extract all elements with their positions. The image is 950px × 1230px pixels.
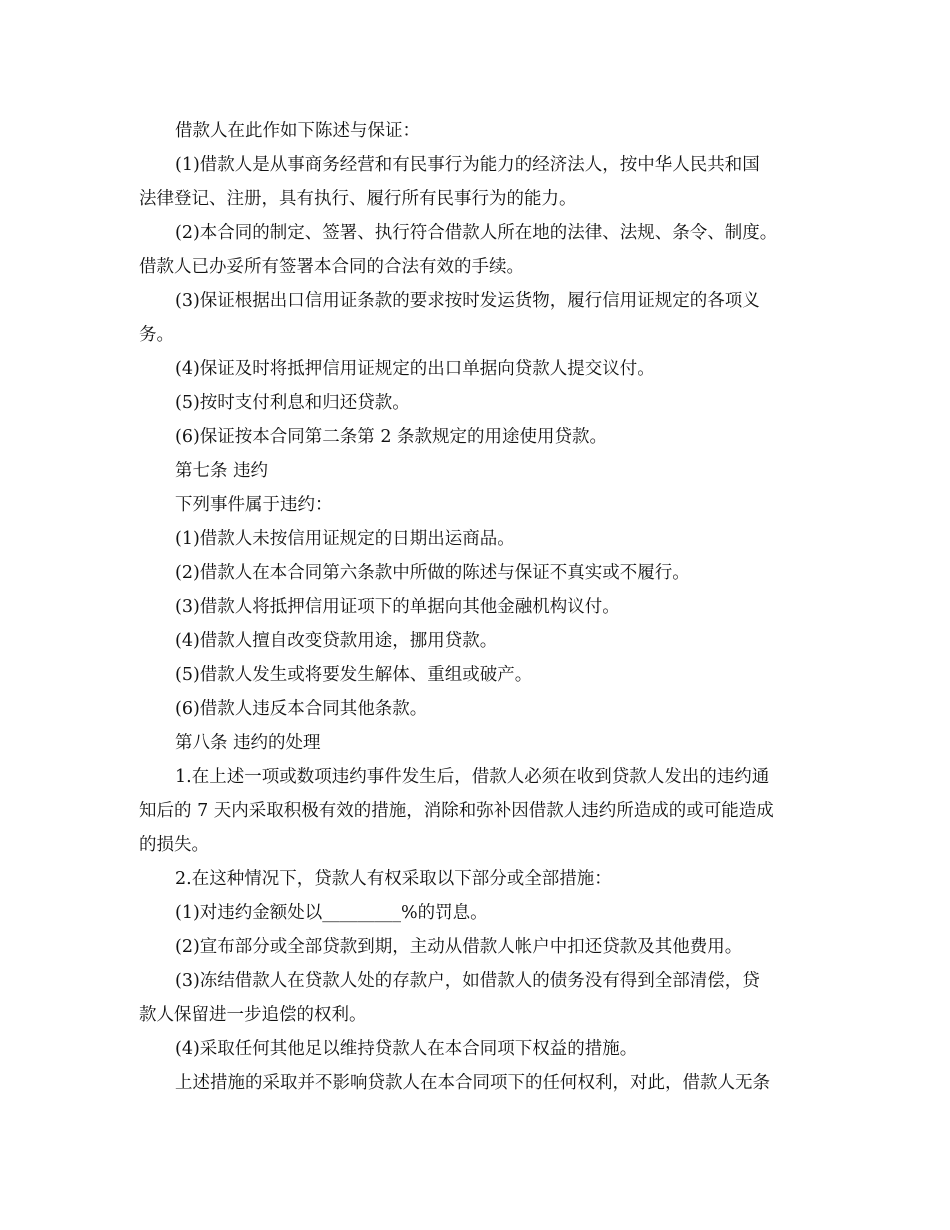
text-line: 法律登记、注册，具有执行、履行所有民事行为的能力。 <box>139 189 577 209</box>
text-line: 下列事件属于违约： <box>175 495 333 515</box>
text-line: 上述措施的采取并不影响贷款人在本合同项下的任何权利，对此，借款人无条 <box>175 1073 770 1093</box>
text-line: 知后的 7 天内采取积极有效的措施，消除和弥补因借款人违约所造成的或可能造成 <box>139 801 774 821</box>
text-line: (5)借款人发生或将要发生解体、重组或破产。 <box>175 665 533 685</box>
text-line: (1)借款人是从事商务经营和有民事行为能力的经济法人，按中华人民共和国 <box>175 155 760 175</box>
text-line: 款人保留进一步追偿的权利。 <box>139 1005 367 1025</box>
text-line: (4)借款人擅自改变贷款用途，挪用贷款。 <box>175 631 498 651</box>
text-line: (2)宣布部分或全部贷款到期，主动从借款人帐户中扣还贷款及其他费用。 <box>175 937 743 957</box>
text-line: (2)借款人在本合同第六条款中所做的陈述与保证不真实或不履行。 <box>175 563 690 583</box>
text-line: (1)对违约金额处以_________%的罚息。 <box>175 903 488 923</box>
text-line: 1.在上述一项或数项违约事件发生后，借款人必须在收到贷款人发出的违约通 <box>175 767 770 787</box>
text-line: (1)借款人未按信用证规定的日期出运商品。 <box>175 529 515 549</box>
text-line: 务。 <box>139 325 174 345</box>
text-line: (3)保证根据出口信用证条款的要求按时发运货物，履行信用证规定的各项义 <box>175 291 760 311</box>
document-body <box>139 114 829 1100</box>
text-line: (4)保证及时将抵押信用证规定的出口单据向贷款人提交议付。 <box>175 359 655 379</box>
text-line: 2.在这种情况下，贷款人有权采取以下部分或全部措施： <box>175 869 612 889</box>
text-line: 第七条 违约 <box>175 461 269 481</box>
text-line: (5)按时支付利息和归还贷款。 <box>175 393 410 413</box>
text-line: (6)借款人违反本合同其他条款。 <box>175 699 428 719</box>
text-line: (4)采取任何其他足以维持贷款人在本合同项下权益的措施。 <box>175 1039 638 1059</box>
text-line: (6)保证按本合同第二条第 2 条款规定的用途使用贷款。 <box>175 427 608 447</box>
text-line: 第八条 违约的处理 <box>175 733 321 753</box>
text-line: 借款人在此作如下陈述与保证： <box>175 121 420 141</box>
text-line: 借款人已办妥所有签署本合同的合法有效的手续。 <box>139 257 524 277</box>
text-line: (2)本合同的制定、签署、执行符合借款人所在地的法律、法规、条令、制度。 <box>175 223 778 243</box>
text-line: (3)冻结借款人在贷款人处的存款户，如借款人的债务没有得到全部清偿，贷 <box>175 971 760 991</box>
text-line: (3)借款人将抵押信用证项下的单据向其他金融机构议付。 <box>175 597 620 617</box>
text-line: 的损失。 <box>139 835 209 855</box>
